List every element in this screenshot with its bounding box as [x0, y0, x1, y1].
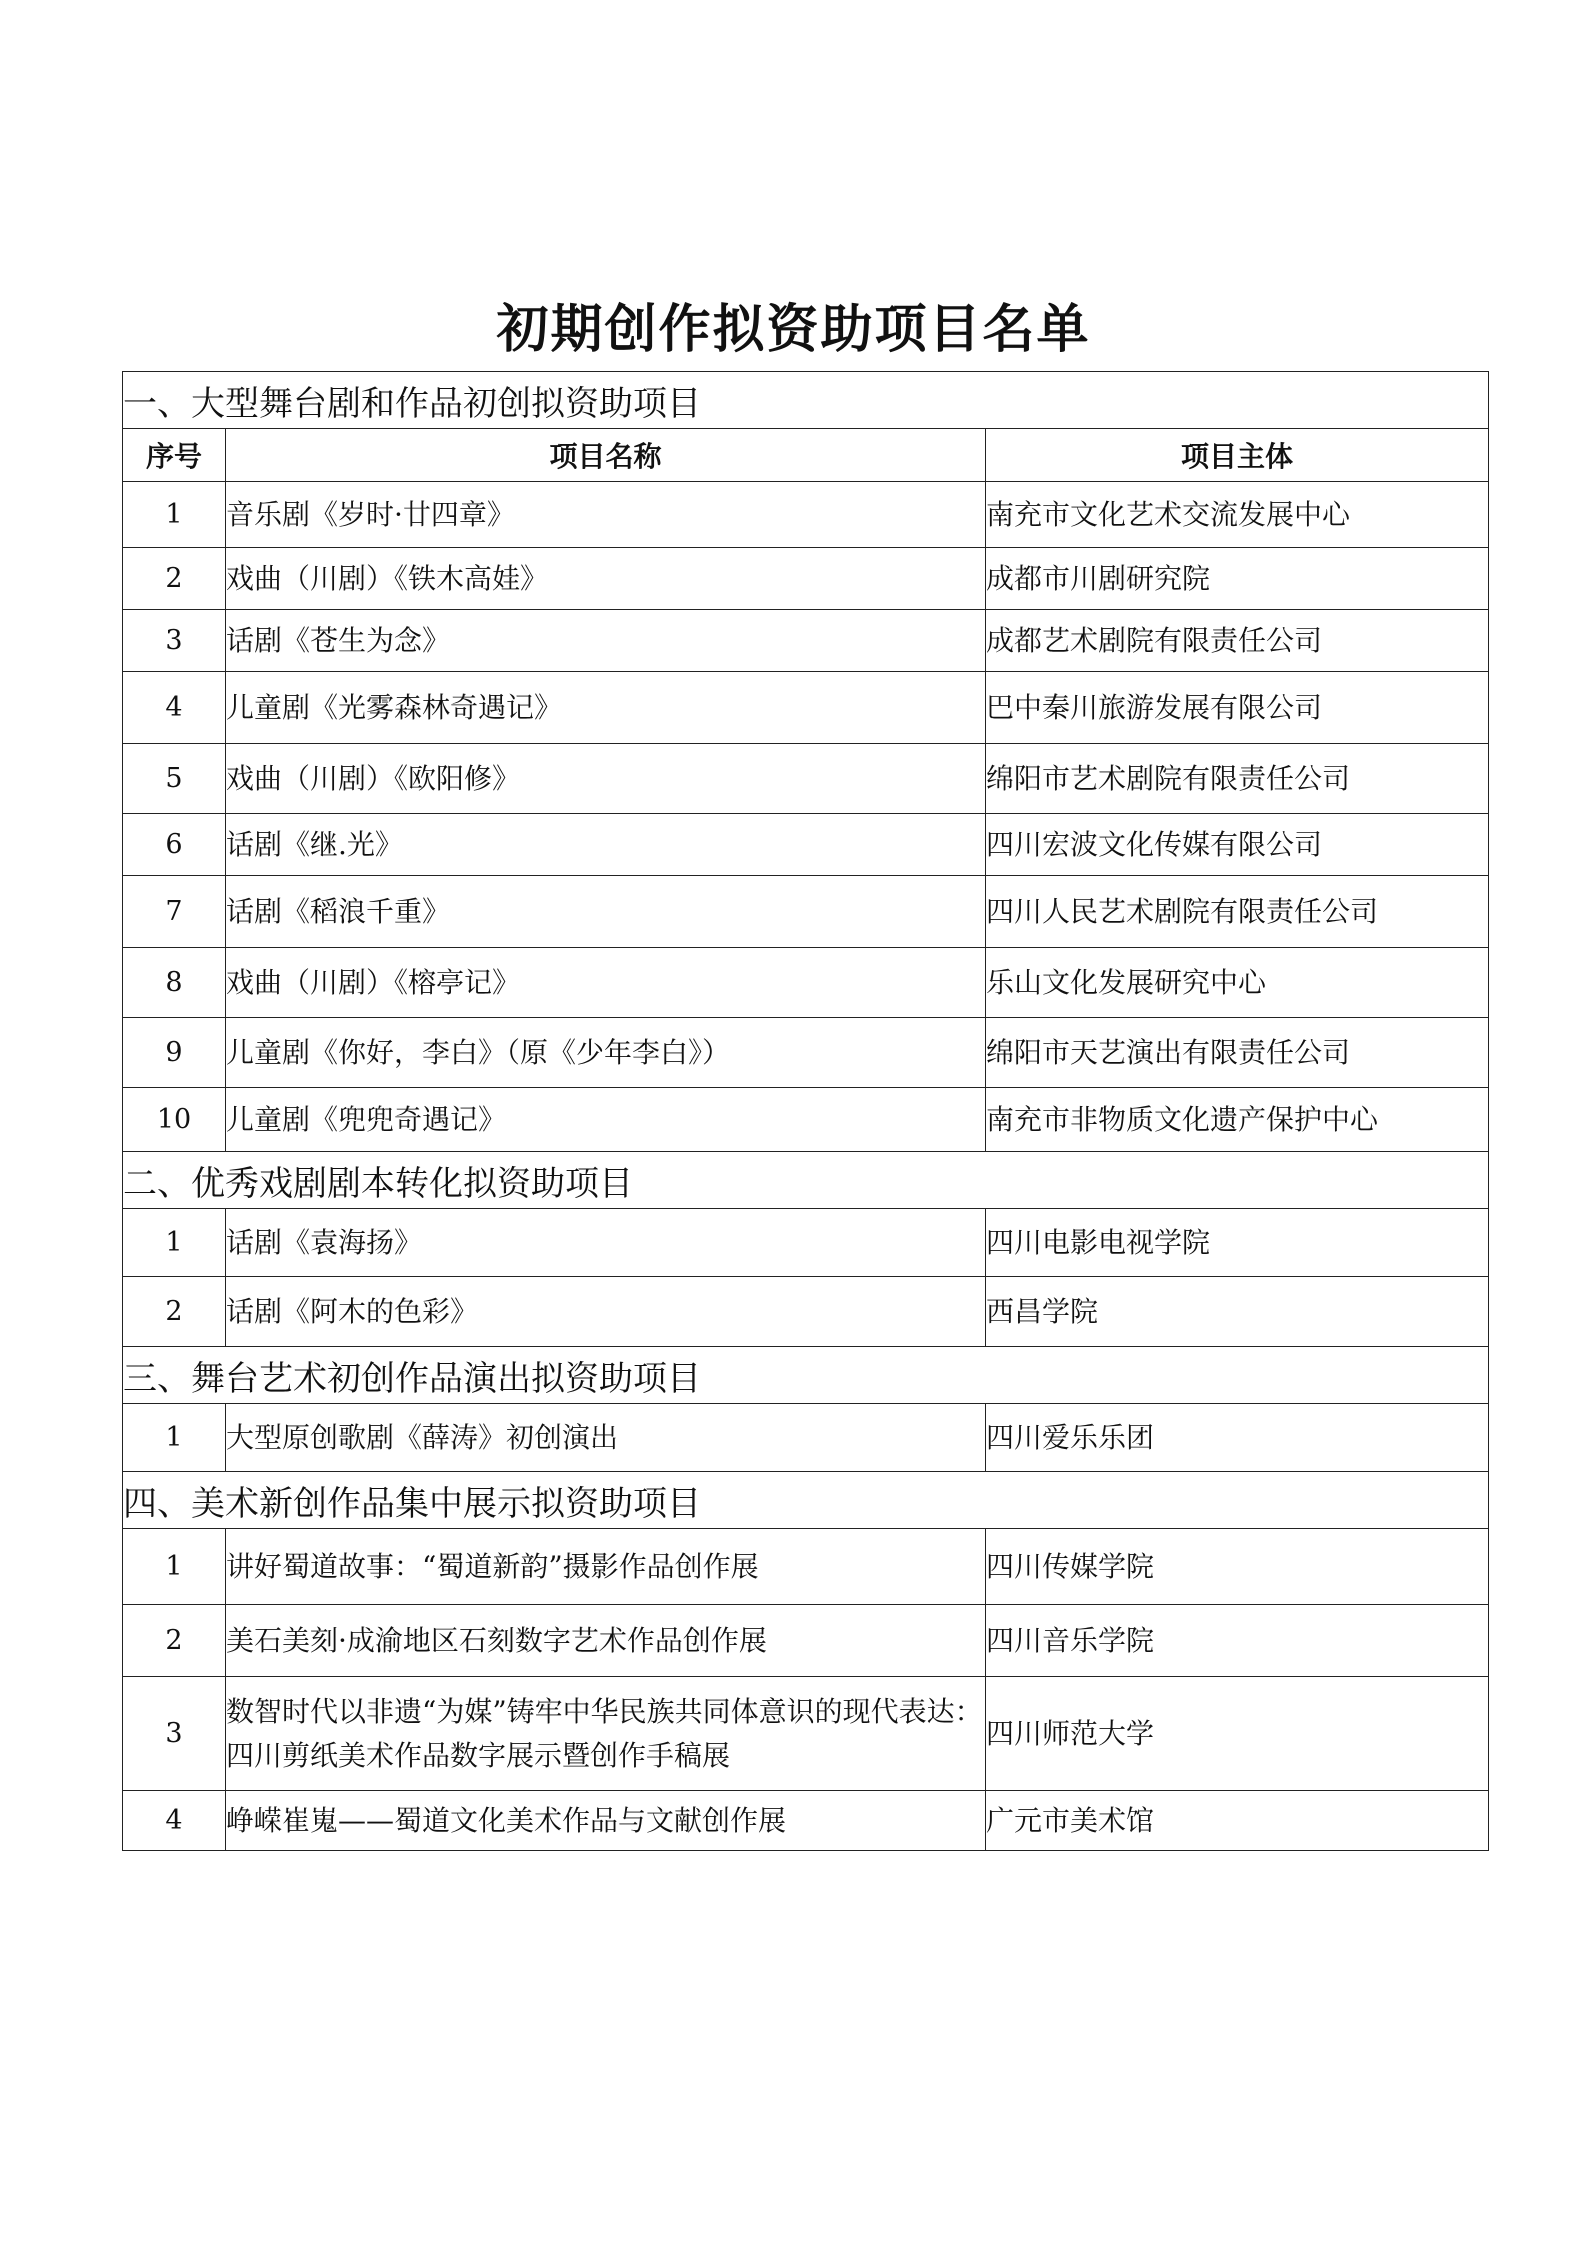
header-no: 序号: [123, 429, 226, 482]
row-number: 6: [123, 814, 226, 876]
project-org: 四川传媒学院: [986, 1529, 1489, 1605]
page-title: 初期创作拟资助项目名单: [496, 300, 1091, 360]
project-name: 讲好蜀道故事：“蜀道新韵”摄影作品创作展: [226, 1529, 986, 1605]
table-row: [123, 1277, 1489, 1347]
funding-list-table: [122, 371, 1489, 1851]
project-name: 戏曲（川剧）《榕亭记》: [226, 948, 986, 1018]
section-heading: 三、舞台艺术初创作品演出拟资助项目: [123, 1347, 1489, 1404]
project-name: 话剧《苍生为念》: [226, 610, 986, 672]
row-number: 3: [123, 1677, 226, 1791]
table-row: [123, 482, 1489, 548]
row-number: 5: [123, 744, 226, 814]
row-number: 1: [123, 482, 226, 548]
table-row: [123, 548, 1489, 610]
section-heading: 四、美术新创作品集中展示拟资助项目: [123, 1472, 1489, 1529]
table-row: [123, 814, 1489, 876]
project-org: 绵阳市天艺演出有限责任公司: [986, 1018, 1489, 1088]
row-number: 10: [123, 1088, 226, 1152]
section-heading-row: [123, 1347, 1489, 1404]
table-row: [123, 1791, 1489, 1851]
project-name: 儿童剧《兜兜奇遇记》: [226, 1088, 986, 1152]
section-heading: 二、优秀戏剧剧本转化拟资助项目: [123, 1152, 1489, 1209]
header-name: 项目名称: [226, 429, 986, 482]
table-row: [123, 1605, 1489, 1677]
project-org: 成都艺术剧院有限责任公司: [986, 610, 1489, 672]
project-org: 绵阳市艺术剧院有限责任公司: [986, 744, 1489, 814]
project-name: 话剧《阿木的色彩》: [226, 1277, 986, 1347]
project-name: 大型原创歌剧《薛涛》初创演出: [226, 1404, 986, 1472]
table-row: [123, 876, 1489, 948]
section-heading-row: [123, 1472, 1489, 1529]
row-number: 8: [123, 948, 226, 1018]
table-row: [123, 1018, 1489, 1088]
header-row: [123, 429, 1489, 482]
table-row: [123, 1529, 1489, 1605]
project-name: 儿童剧《你好，李白》（原《少年李白》）: [226, 1018, 986, 1088]
table-row: [123, 1088, 1489, 1152]
table-row: [123, 1404, 1489, 1472]
row-number: 4: [123, 672, 226, 744]
project-name: 话剧《稻浪千重》: [226, 876, 986, 948]
project-org: 四川宏波文化传媒有限公司: [986, 814, 1489, 876]
project-name: 话剧《袁海扬》: [226, 1209, 986, 1277]
project-name: 美石美刻·成渝地区石刻数字艺术作品创作展: [226, 1605, 986, 1677]
row-number: 2: [123, 548, 226, 610]
table-row: [123, 1209, 1489, 1277]
table-body: [123, 372, 1489, 1851]
header-org: 项目主体: [986, 429, 1489, 482]
project-org: 成都市川剧研究院: [986, 548, 1489, 610]
row-number: 3: [123, 610, 226, 672]
project-org: 四川音乐学院: [986, 1605, 1489, 1677]
table-row: [123, 610, 1489, 672]
table-row: [123, 672, 1489, 744]
row-number: 2: [123, 1605, 226, 1677]
row-number: 4: [123, 1791, 226, 1851]
project-name: 戏曲（川剧）《铁木高娃》: [226, 548, 986, 610]
row-number: 1: [123, 1404, 226, 1472]
table-row: [123, 1677, 1489, 1791]
project-name: 戏曲（川剧）《欧阳修》: [226, 744, 986, 814]
row-number: 2: [123, 1277, 226, 1347]
project-name: 数智时代以非遗“为媒”铸牢中华民族共同体意识的现代表达：四川剪纸美术作品数字展示暨创作手稿展: [226, 1677, 986, 1791]
project-name: 峥嵘崔嵬——蜀道文化美术作品与文献创作展: [226, 1791, 986, 1851]
project-org: 四川师范大学: [986, 1677, 1489, 1791]
project-org: 广元市美术馆: [986, 1791, 1489, 1851]
section-heading-row: [123, 1152, 1489, 1209]
row-number: 1: [123, 1529, 226, 1605]
section-heading: 一、大型舞台剧和作品初创拟资助项目: [123, 372, 1489, 429]
project-org: 巴中秦川旅游发展有限公司: [986, 672, 1489, 744]
project-org: 四川电影电视学院: [986, 1209, 1489, 1277]
project-name: 话剧《继.光》: [226, 814, 986, 876]
project-org: 乐山文化发展研究中心: [986, 948, 1489, 1018]
project-org: 南充市非物质文化遗产保护中心: [986, 1088, 1489, 1152]
project-org: 四川人民艺术剧院有限责任公司: [986, 876, 1489, 948]
section-heading-row: [123, 372, 1489, 429]
project-org: 南充市文化艺术交流发展中心: [986, 482, 1489, 548]
row-number: 7: [123, 876, 226, 948]
project-org: 西昌学院: [986, 1277, 1489, 1347]
project-name: 儿童剧《光雾森林奇遇记》: [226, 672, 986, 744]
row-number: 9: [123, 1018, 226, 1088]
table-row: [123, 948, 1489, 1018]
project-org: 四川爱乐乐团: [986, 1404, 1489, 1472]
row-number: 1: [123, 1209, 226, 1277]
project-name: 音乐剧《岁时·廿四章》: [226, 482, 986, 548]
table-row: [123, 744, 1489, 814]
